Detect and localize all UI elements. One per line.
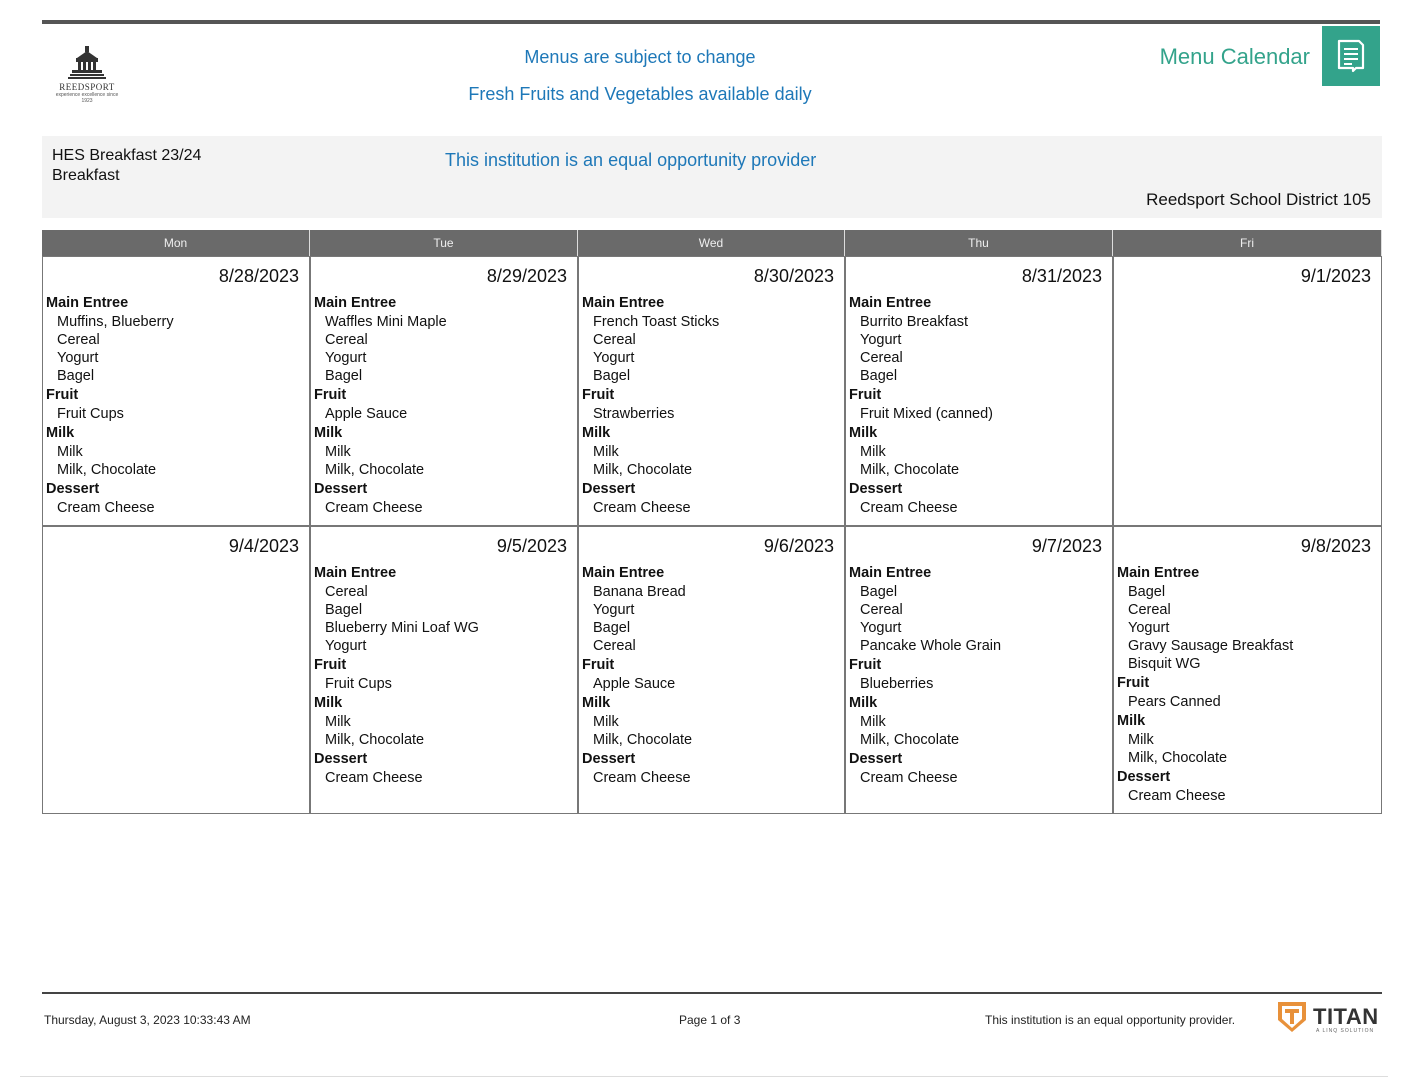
menu-item: Apple Sauce: [325, 406, 408, 422]
day-cell: [1113, 256, 1382, 526]
menu-items: [849, 563, 1108, 787]
day-cell: [578, 256, 845, 526]
menu-item: Pears Canned: [1128, 694, 1221, 710]
day-header-fri: Fri: [1113, 230, 1382, 256]
menu-category: Fruit: [314, 657, 347, 673]
district-name: Reedsport School District 105: [1146, 190, 1371, 209]
menu-category: Milk: [582, 695, 611, 711]
menu-items: [582, 563, 840, 787]
menu-category: Fruit: [314, 387, 347, 403]
menu-category: Milk: [1117, 713, 1146, 729]
day-cell: [1113, 526, 1382, 814]
day-date: 9/6/2023: [763, 536, 834, 556]
menu-items: [46, 293, 305, 517]
menu-item: Milk, Chocolate: [325, 732, 425, 748]
equal-opportunity-statement: This institution is an equal opportunity provider: [445, 150, 817, 170]
menu-category: Dessert: [314, 481, 368, 497]
menu-category: Dessert: [1117, 769, 1171, 785]
page-bottom-edge: [20, 1076, 1388, 1077]
logo-text: REEDSPORT: [59, 82, 115, 92]
day-cell: [578, 526, 845, 814]
menu-item: Milk, Chocolate: [860, 462, 960, 478]
menu-item: Bisquit WG: [1128, 656, 1201, 672]
menu-item: Banana Bread: [593, 584, 686, 600]
menu-item: French Toast Sticks: [593, 314, 720, 330]
menu-item: Cereal: [860, 350, 903, 366]
notice-menus-change: Menus are subject to change: [524, 47, 756, 67]
menu-item: Yogurt: [57, 350, 99, 366]
menu-item: Cream Cheese: [593, 500, 691, 516]
menu-item: Gravy Sausage Breakfast: [1128, 638, 1294, 654]
menu-item: Milk: [57, 444, 83, 460]
menu-item: Bagel: [593, 368, 631, 384]
menu-category: Dessert: [314, 751, 368, 767]
menu-category: Dessert: [849, 481, 903, 497]
menu-item: Milk, Chocolate: [325, 462, 425, 478]
menu-category: Fruit: [582, 657, 615, 673]
menu-item: Yogurt: [1128, 620, 1170, 636]
menu-item: Yogurt: [593, 350, 635, 366]
menu-item: Bagel: [325, 602, 363, 618]
menu-item: Cream Cheese: [57, 500, 155, 516]
menu-item: Yogurt: [860, 620, 902, 636]
footer-page-number: Page 1 of 3: [679, 1013, 741, 1027]
menu-category: Milk: [582, 425, 611, 441]
day-date: 8/29/2023: [486, 266, 567, 286]
titan-brand-sub: A LINQ SOLUTION: [1316, 1028, 1375, 1034]
meal-type: Breakfast: [52, 167, 120, 184]
notice-fresh-fruits: Fresh Fruits and Vegetables available daily: [468, 84, 812, 104]
menu-item: Milk, Chocolate: [593, 732, 693, 748]
menu-category: Main Entree: [314, 295, 397, 311]
notes-icon: [1322, 26, 1380, 86]
menu-item: Waffles Mini Maple: [325, 314, 447, 330]
menu-category: Milk: [314, 425, 343, 441]
menu-item: Apple Sauce: [593, 676, 676, 692]
menu-category: Fruit: [582, 387, 615, 403]
titan-brand: TITAN: [1313, 1004, 1379, 1029]
menu-item: Milk: [593, 444, 619, 460]
menu-category: Fruit: [46, 387, 79, 403]
day-cell: [310, 256, 578, 526]
menu-item: Bagel: [1128, 584, 1166, 600]
menu-items: [314, 293, 573, 517]
menu-item: Cereal: [325, 332, 368, 348]
menu-item: Cream Cheese: [325, 770, 423, 786]
footer-timestamp: Thursday, August 3, 2023 10:33:43 AM: [44, 1013, 251, 1027]
menu-category: Dessert: [582, 751, 636, 767]
day-date: 9/4/2023: [228, 536, 299, 556]
menu-item: Milk, Chocolate: [1128, 750, 1228, 766]
menu-item: Cereal: [593, 638, 636, 654]
menu-category: Fruit: [1117, 675, 1150, 691]
menu-items: [849, 293, 1108, 517]
day-cell: [42, 256, 310, 526]
menu-item: Milk, Chocolate: [593, 462, 693, 478]
menu-category: Fruit: [849, 657, 882, 673]
menu-item: Cereal: [593, 332, 636, 348]
day-date: 9/7/2023: [1031, 536, 1102, 556]
menu-item: Yogurt: [593, 602, 635, 618]
menu-category: Milk: [849, 425, 878, 441]
menu-items: [314, 563, 573, 787]
menu-items: [582, 293, 840, 517]
day-header-tue: Tue: [310, 230, 578, 256]
menu-item: Milk, Chocolate: [57, 462, 157, 478]
menu-category: Main Entree: [849, 565, 932, 581]
menu-category: Milk: [46, 425, 75, 441]
menu-category: Dessert: [582, 481, 636, 497]
menu-item: Bagel: [57, 368, 95, 384]
menu-item: Yogurt: [325, 350, 367, 366]
menu-item: Yogurt: [860, 332, 902, 348]
top-rule: [42, 20, 1380, 24]
day-header-mon: Mon: [42, 230, 310, 256]
menu-category: Main Entree: [46, 295, 129, 311]
menu-item: Bagel: [860, 584, 898, 600]
footer-rule: [42, 992, 1382, 994]
day-cell: [310, 526, 578, 814]
menu-item: Milk: [325, 714, 351, 730]
day-cell: [845, 256, 1113, 526]
menu-category: Milk: [849, 695, 878, 711]
menu-item: Milk, Chocolate: [860, 732, 960, 748]
menu-title: HES Breakfast 23/24: [52, 147, 202, 164]
menu-item: Milk: [860, 714, 886, 730]
menu-item: Cream Cheese: [593, 770, 691, 786]
menu-item: Cream Cheese: [860, 500, 958, 516]
menu-calendar-grid: [42, 230, 1382, 814]
menu-item: Bagel: [593, 620, 631, 636]
titan-shield-icon: [1276, 1000, 1308, 1034]
menu-category: Main Entree: [582, 295, 665, 311]
menu-item: Pancake Whole Grain: [860, 638, 1002, 654]
menu-item: Bagel: [325, 368, 363, 384]
menu-item: Blueberries: [860, 676, 934, 692]
menu-items: [1117, 563, 1377, 805]
menu-category: Dessert: [849, 751, 903, 767]
menu-item: Cream Cheese: [325, 500, 423, 516]
menu-item: Cereal: [57, 332, 100, 348]
menu-category: Main Entree: [314, 565, 397, 581]
menu-name: [52, 146, 201, 186]
menu-calendar-title: Menu Calendar: [1159, 44, 1310, 69]
menu-item: Milk: [1128, 732, 1154, 748]
day-date: 9/5/2023: [496, 536, 567, 556]
menu-item: Burrito Breakfast: [860, 314, 968, 330]
menu-item: Cream Cheese: [860, 770, 958, 786]
menu-category: Main Entree: [582, 565, 665, 581]
day-header-thu: Thu: [845, 230, 1113, 256]
day-date: 9/1/2023: [1300, 266, 1371, 286]
menu-item: Cereal: [1128, 602, 1171, 618]
footer-equal-opportunity: This institution is an equal opportunity provider.: [985, 1013, 1236, 1027]
menu-item: Milk: [860, 444, 886, 460]
menu-item: Fruit Cups: [325, 676, 392, 692]
menu-category: Main Entree: [849, 295, 932, 311]
menu-item: Fruit Cups: [57, 406, 124, 422]
menu-item: Blueberry Mini Loaf WG: [325, 620, 479, 636]
menu-item: Milk: [325, 444, 351, 460]
day-cell: [845, 526, 1113, 814]
day-date: 8/28/2023: [218, 266, 299, 286]
menu-item: Bagel: [860, 368, 898, 384]
logo-subtext: experience excellence since 1923: [55, 92, 119, 104]
menu-item: Yogurt: [325, 638, 367, 654]
menu-category: Dessert: [46, 481, 100, 497]
menu-category: Main Entree: [1117, 565, 1200, 581]
day-header-wed: Wed: [578, 230, 845, 256]
menu-category: Milk: [314, 695, 343, 711]
menu-item: Cereal: [860, 602, 903, 618]
menu-item: Milk: [593, 714, 619, 730]
menu-item: Fruit Mixed (canned): [860, 406, 993, 422]
day-date: 9/8/2023: [1300, 536, 1371, 556]
day-date: 8/30/2023: [753, 266, 834, 286]
day-date: 8/31/2023: [1021, 266, 1102, 286]
menu-item: Muffins, Blueberry: [57, 314, 174, 330]
menu-item: Cereal: [325, 584, 368, 600]
menu-item: Strawberries: [593, 406, 675, 422]
day-cell: [42, 526, 310, 814]
menu-category: Fruit: [849, 387, 882, 403]
menu-item: Cream Cheese: [1128, 788, 1226, 804]
